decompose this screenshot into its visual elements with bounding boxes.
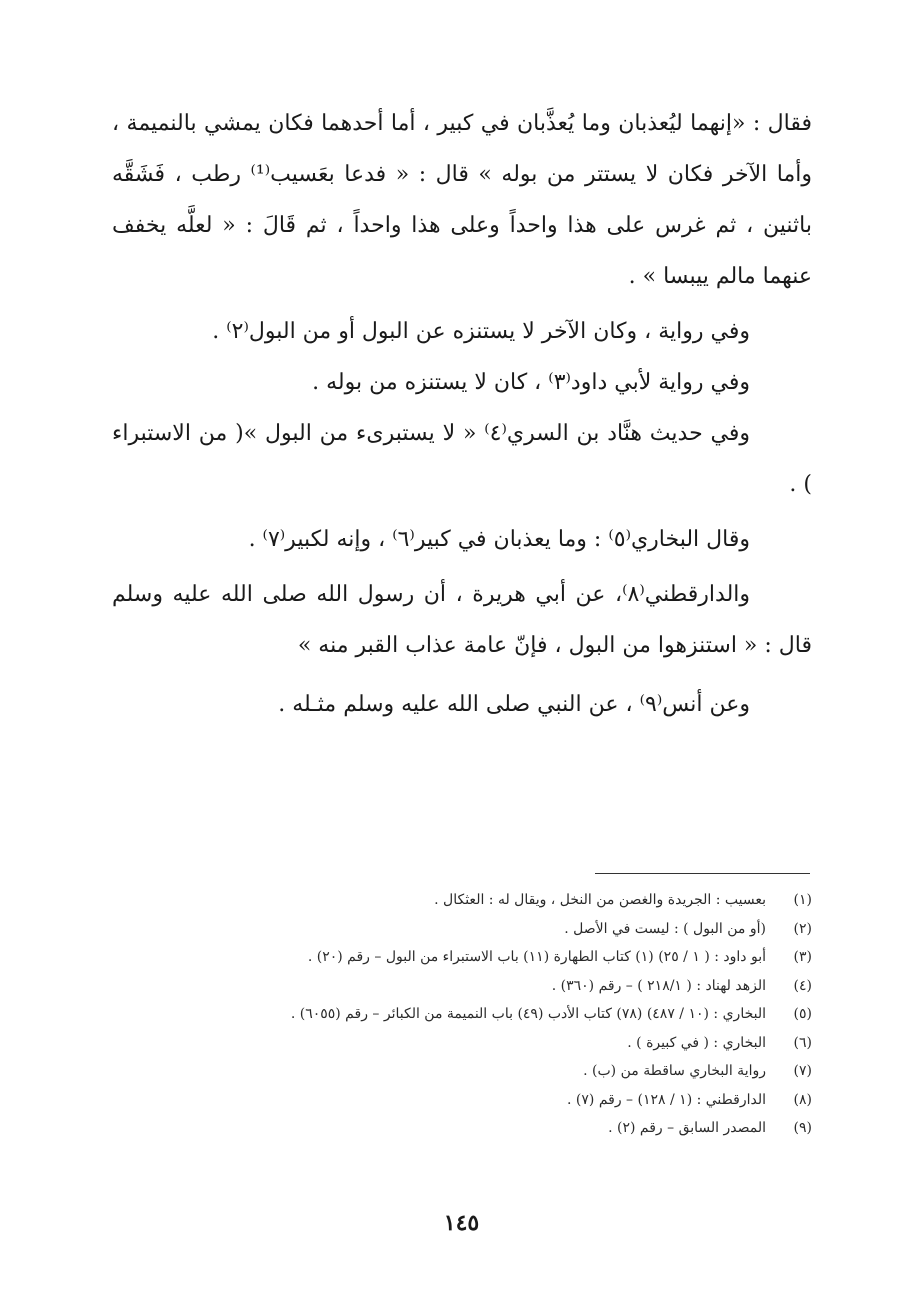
footnote-item [112, 892, 812, 921]
footnote-text: رواية البخاري ساقطة من (ب) . [583, 1063, 766, 1079]
footnote-number: (٥) [793, 1006, 812, 1022]
footnote-item [112, 1120, 812, 1149]
main-text [112, 98, 812, 730]
paragraph-4: وفي حديث هنَّاد بن السري⁽٤⁾ « لا يستبرىء من البول »( من الاستبراء ) . [112, 421, 812, 497]
footnote-item [112, 1035, 812, 1064]
footnotes [112, 892, 812, 1149]
footnote-text: المصدر السابق – رقم (٢) . [608, 1120, 766, 1136]
footnote-number: (٨) [793, 1091, 812, 1108]
footnote-text: البخاري : ( في كبيرة ) . [627, 1034, 766, 1051]
footnote-text: الزهد لهناد : ( ٢١٨/١ ) – رقم (٣٦٠) . [551, 977, 766, 994]
footnote-item [112, 978, 812, 1007]
footnote-item [112, 921, 812, 950]
footnote-text: الدارقطني : (١ / ١٢٨) – رقم (٧) . [567, 1091, 766, 1108]
page-number: ١٤٥ [443, 1210, 480, 1236]
paragraph-5: وقال البخاري⁽٥⁾ : وما يعذبان في كبير⁽٦⁾ ، وإنه لكبير⁽٧⁾ . [248, 527, 750, 552]
paragraph-7: وعن أنس⁽٩⁾ ، عن النبي صلى الله عليه وسلم مثـله . [278, 692, 750, 717]
footnote-item [112, 949, 812, 978]
footnote-item [112, 1063, 812, 1092]
footnote-number: (٦) [793, 1034, 812, 1051]
footnote-number: (١) [793, 892, 812, 908]
footnote-text: بعسيب : الجريدة والغصن من النخل ، ويقال له : العثكال . [434, 892, 766, 908]
paragraph-1: فقال : «إنهما ليُعذبان وما يُعذَّبان في كبير ، أما أحدهما فكان يمشي بالنميمة ، وأما الآخر فكان لا يستتر من بوله » قال : « فدعا بعَسيب⁽¹⁾ رطب ، فَشَقَّه باثنين ، ثم غرس على هذا واحداً وعلى هذا واحداً ، ثم قَالَ : « لعلَّه يخفف عنهما مالم ييبسا » . [112, 111, 812, 289]
footnote-number: (٧) [793, 1063, 812, 1079]
footnote-number: (٤) [793, 977, 812, 994]
footnote-separator [595, 873, 810, 874]
footnote-text: (أو من البول ) : ليست في الأصل . [564, 920, 766, 937]
footnote-text: أبو داود : ( ١ / ٢٥) (١) كتاب الطهارة (١١) باب الاستبراء من البول – رقم (٢٠) . [307, 949, 766, 965]
paragraph-3: وفي رواية لأبي داود⁽٣⁾ ، كان لا يستنزه من بوله . [312, 370, 750, 395]
footnote-item [112, 1092, 812, 1121]
footnote-number: (٩) [793, 1120, 812, 1136]
footnote-text: البخاري : (١٠ / ٤٨٧) (٧٨) كتاب الأدب (٤٩) باب النميمة من الكبائر – رقم (٦٠٥٥) . [290, 1006, 766, 1022]
paragraph-6: والدارقطني⁽٨⁾، عن أبي هريرة ، أن رسول الله صلى الله عليه وسلم قال : « استنزهوا من البول ، فإنّ عامة عذاب القبر منه » [112, 582, 812, 658]
footnote-number: (٣) [793, 949, 812, 965]
paragraph-2: وفي رواية ، وكان الآخر لا يستنزه عن البول أو من البول⁽٢⁾ . [212, 319, 750, 344]
footnote-item [112, 1006, 812, 1035]
footnote-number: (٢) [793, 920, 812, 937]
